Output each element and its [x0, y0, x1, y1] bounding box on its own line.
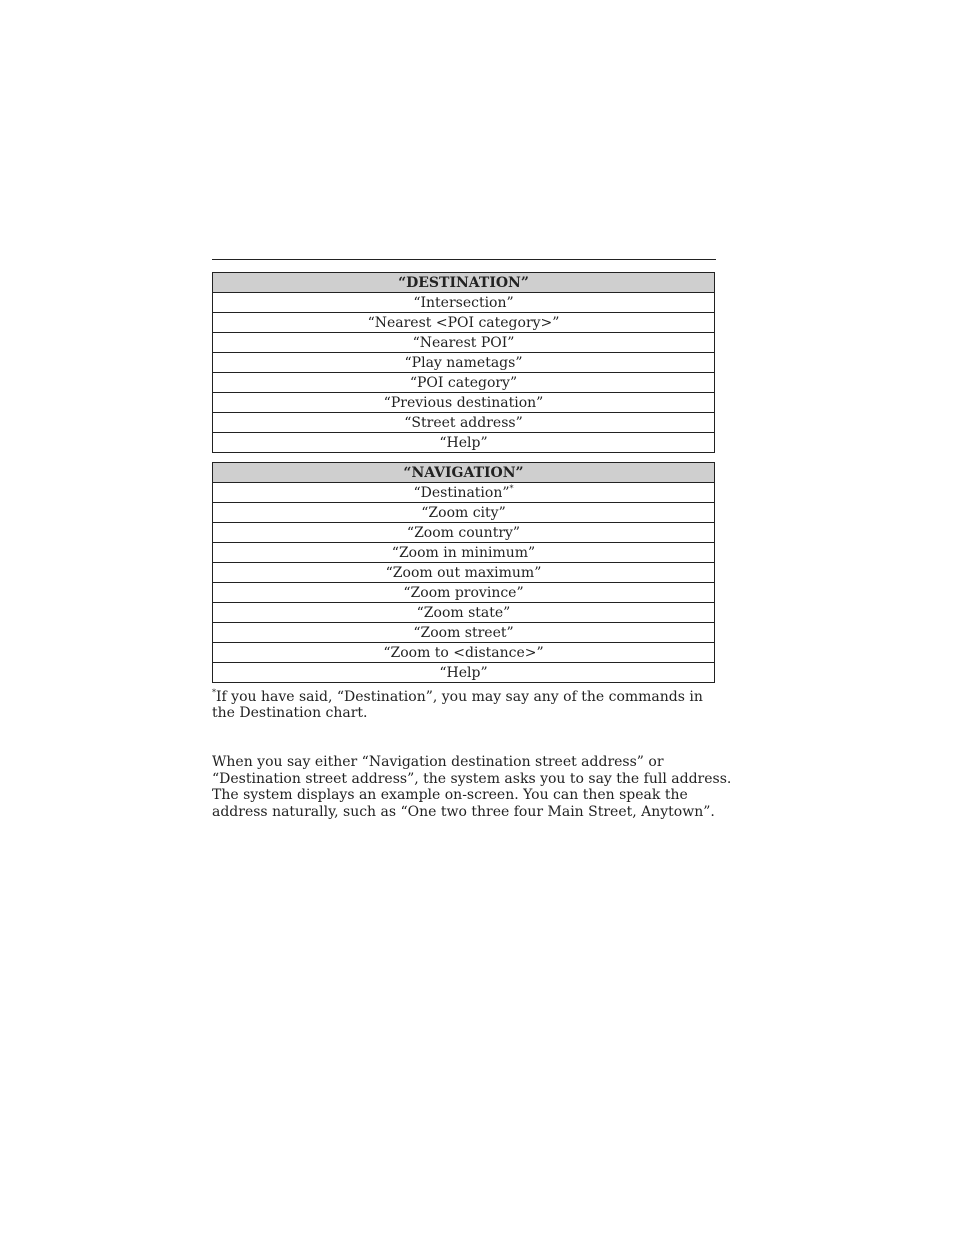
destination-table-header: “DESTINATION”: [213, 273, 714, 293]
paragraph-line: The system displays an example on-screen. You can then speak the: [212, 787, 688, 803]
footnote-marker: *: [509, 484, 514, 493]
footnote: [212, 689, 722, 721]
table-row: “Zoom state”: [213, 603, 714, 623]
table-row: “Previous destination”: [213, 393, 714, 413]
navigation-table-header: “NAVIGATION”: [213, 463, 714, 483]
table-row: “Help”: [213, 663, 714, 683]
table-row: “Help”: [213, 433, 714, 453]
footnote-marker: *: [212, 688, 216, 697]
destination-commands-table: [212, 272, 715, 453]
table-row: “Zoom province”: [213, 583, 714, 603]
table-row: “Zoom in minimum”: [213, 543, 714, 563]
table-row: “Street address”: [213, 413, 714, 433]
table-row-label: “Destination”: [413, 485, 510, 501]
table-row: “POI category”: [213, 373, 714, 393]
table-row: “Intersection”: [213, 293, 714, 313]
table-row: “Nearest POI”: [213, 333, 714, 353]
top-divider: [212, 259, 716, 260]
table-row: [213, 483, 714, 503]
table-row: “Zoom to <distance>”: [213, 643, 714, 663]
street-address-paragraph: [212, 754, 732, 820]
paragraph-line: address naturally, such as “One two three four Main Street, Anytown”.: [212, 803, 715, 820]
footnote-text: If you have said, “Destination”, you may say any of the commands in the Destination chart.: [212, 689, 703, 721]
table-row: “Zoom street”: [213, 623, 714, 643]
table-row: “Play nametags”: [213, 353, 714, 373]
table-row: “Zoom country”: [213, 523, 714, 543]
paragraph-line: When you say either “Navigation destination street address” or: [212, 754, 664, 770]
paragraph-line: “Destination street address”, the system asks you to say the full address.: [212, 770, 732, 787]
navigation-commands-table: [212, 462, 715, 683]
table-row: “Zoom out maximum”: [213, 563, 714, 583]
table-row: “Zoom city”: [213, 503, 714, 523]
table-row: “Nearest <POI category>”: [213, 313, 714, 333]
